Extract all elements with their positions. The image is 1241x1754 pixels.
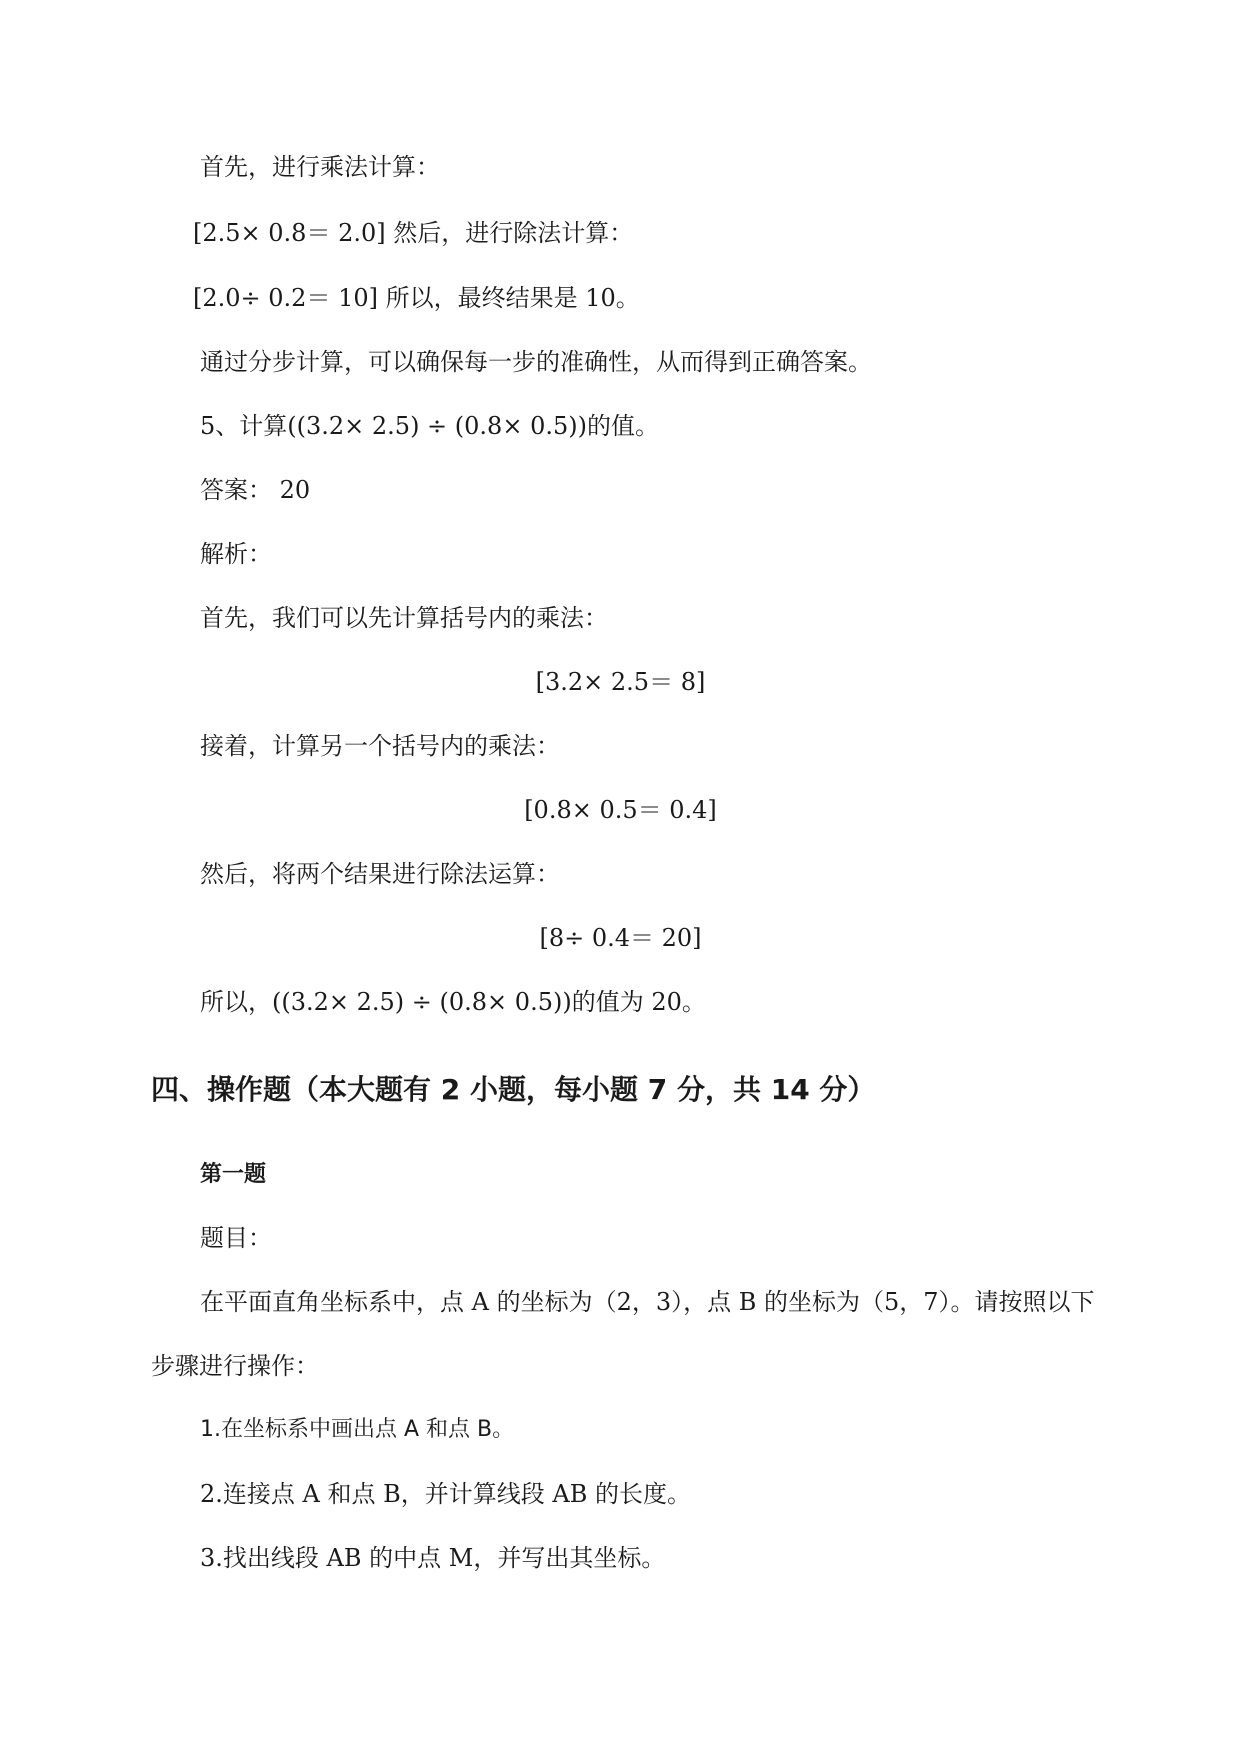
- analysis-step-3: 然后，将两个结果进行除法运算：: [200, 860, 560, 888]
- text-line-conclusion: 通过分步计算，可以确保每一步的准确性，从而得到正确答案。: [200, 348, 872, 376]
- analysis-step-1: 首先，我们可以先计算括号内的乘法：: [200, 604, 608, 632]
- equation-2: [0, 794, 1241, 826]
- question-text-line-2: 步骤进行操作：: [151, 1352, 319, 1380]
- equation-1-text: [3.2× 2.5＝ 8]: [535, 668, 706, 696]
- question-text-line-1: 在平面直角坐标系中，点 A 的坐标为（2，3），点 B 的坐标为（5，7）。请按照以下: [200, 1288, 1095, 1316]
- section-heading: 四、操作题（本大题有 2 小题，每小题 7 分，共 14 分）: [151, 1073, 876, 1106]
- text-line-step1-result: [2.5× 0.8＝ 2.0] 然后，进行除法计算：: [193, 219, 634, 247]
- sub-heading-first-question: 第一题: [200, 1162, 267, 1187]
- equation-3-text: [8÷ 0.4＝ 20]: [539, 924, 702, 952]
- answer-line: 答案： 20: [200, 476, 311, 504]
- step-1: 1.在坐标系中画出点 A 和点 B。: [200, 1417, 515, 1442]
- question-label: 题目：: [200, 1224, 272, 1252]
- equation-2-text: [0.8× 0.5＝ 0.4]: [524, 796, 717, 824]
- analysis-step-2: 接着，计算另一个括号内的乘法：: [200, 732, 560, 760]
- step-3: 3.找出线段 AB 的中点 M，并写出其坐标。: [200, 1544, 666, 1572]
- equation-3: [0, 922, 1241, 954]
- analysis-label: 解析：: [200, 540, 272, 568]
- text-line-step2-result: [2.0÷ 0.2＝ 10] 所以，最终结果是 10。: [193, 284, 640, 312]
- text-line-multiplication-intro: 首先，进行乘法计算：: [200, 153, 440, 181]
- analysis-conclusion: 所以，((3.2× 2.5) ÷ (0.8× 0.5))的值为 20。: [200, 988, 706, 1016]
- equation-1: [0, 666, 1241, 698]
- question-5: 5、计算((3.2× 2.5) ÷ (0.8× 0.5))的值。: [200, 412, 659, 440]
- step-2: 2.连接点 A 和点 B，并计算线段 AB 的长度。: [200, 1480, 691, 1508]
